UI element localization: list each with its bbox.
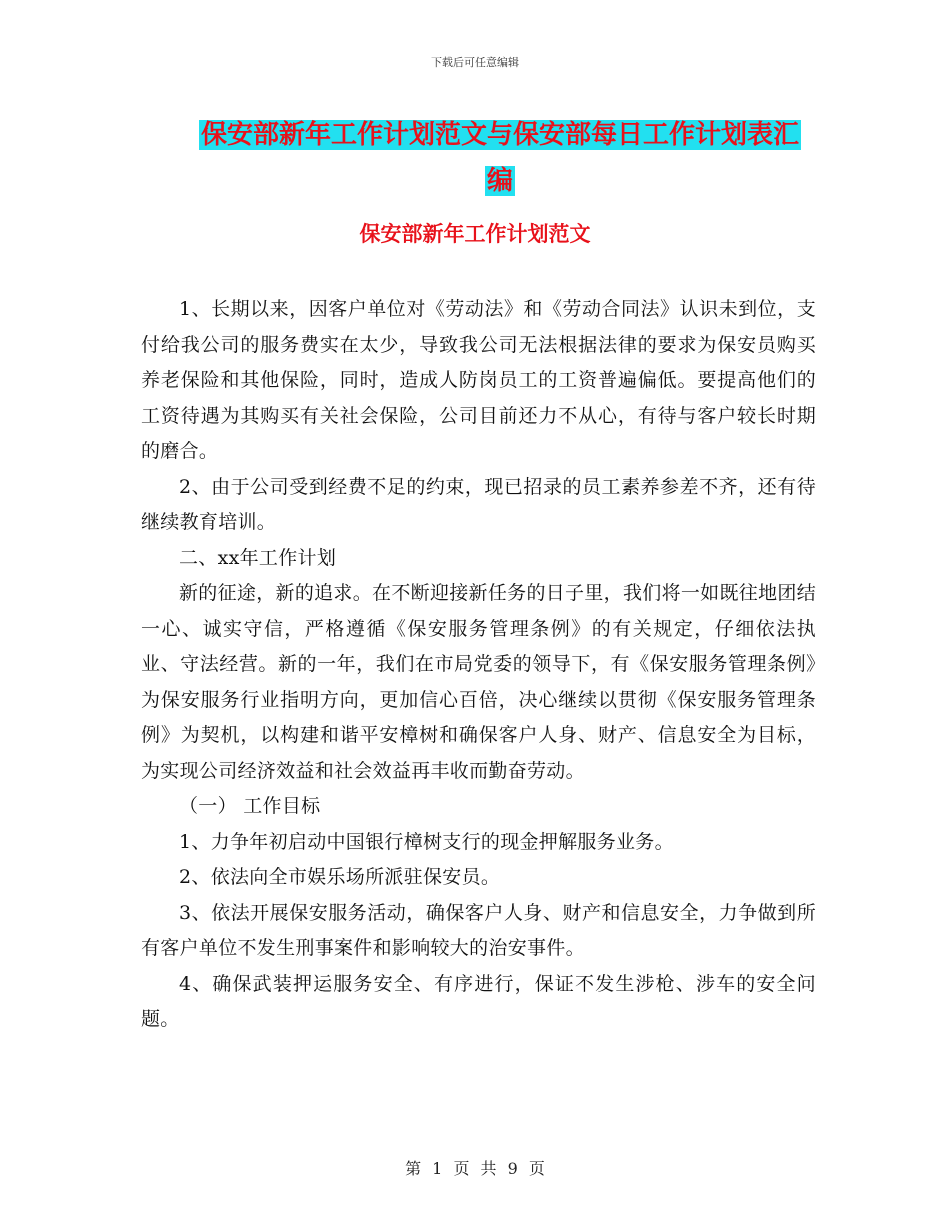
paragraph: 新的征途，新的追求。在不断迎接新任务的日子里，我们将一如既往地团结一心、诚实守信，严格遵循《保安服务管理条例》的有关规定，仔细依法执业、守法经营。新的一年，我们在市局党委的领导下，有《保安服务管理条例》为保安服务行业指明方向，更加信心百倍，决心继续以贯彻《保安服务管理条例》为契机，以构建和谐平安樟树和确保客户人身、财产、信息安全为目标，为实现公司经济效益和社会效益再丰收而勤奋劳动。: [141, 582, 816, 782]
header-note: 下载后可任意编辑: [431, 56, 519, 69]
paragraph: 1、力争年初启动中国银行樟树支行的现金押解服务业务。: [179, 830, 674, 853]
document-title-line-1: 保安部新年工作计划范文与保安部每日工作计划表汇: [200, 120, 799, 150]
paragraph: 1、长期以来，因客户单位对《劳动法》和《劳动合同法》认识未到位，支付给我公司的服务费实在太少，导致我公司无法根据法律的要求为保安员购买养老保险和其他保险，同时，造成人防岗员工的工资普遍偏低。要提高他们的工资待遇为其购买有关社会保险，公司目前还力不从心，有待与客户较长时期的磨合。: [141, 298, 816, 462]
page-number: 第 1 页 共 9 页: [405, 1159, 545, 1178]
document-title: [150, 112, 850, 204]
paragraph: （一） 工作目标: [179, 795, 321, 817]
paragraph: 4、确保武装押运服务安全、有序进行，保证不发生涉枪、涉车的安全问题。: [141, 972, 816, 1030]
section-title: 保安部新年工作计划范文: [359, 222, 591, 246]
paragraph: 2、依法向全市娱乐场所派驻保安员。: [179, 866, 501, 888]
document-body: [141, 292, 816, 1038]
paragraph: 2、由于公司受到经费不足的约束，现已招录的员工素养参差不齐，还有待继续教育培训。: [141, 475, 816, 533]
paragraph: 二、xx年工作计划: [179, 546, 337, 569]
document-title-line-2: 编: [486, 166, 513, 196]
paragraph: 3、依法开展保安服务活动，确保客户人身、财产和信息安全，力争做到所有客户单位不发生刑事案件和影响较大的治安事件。: [141, 901, 816, 959]
